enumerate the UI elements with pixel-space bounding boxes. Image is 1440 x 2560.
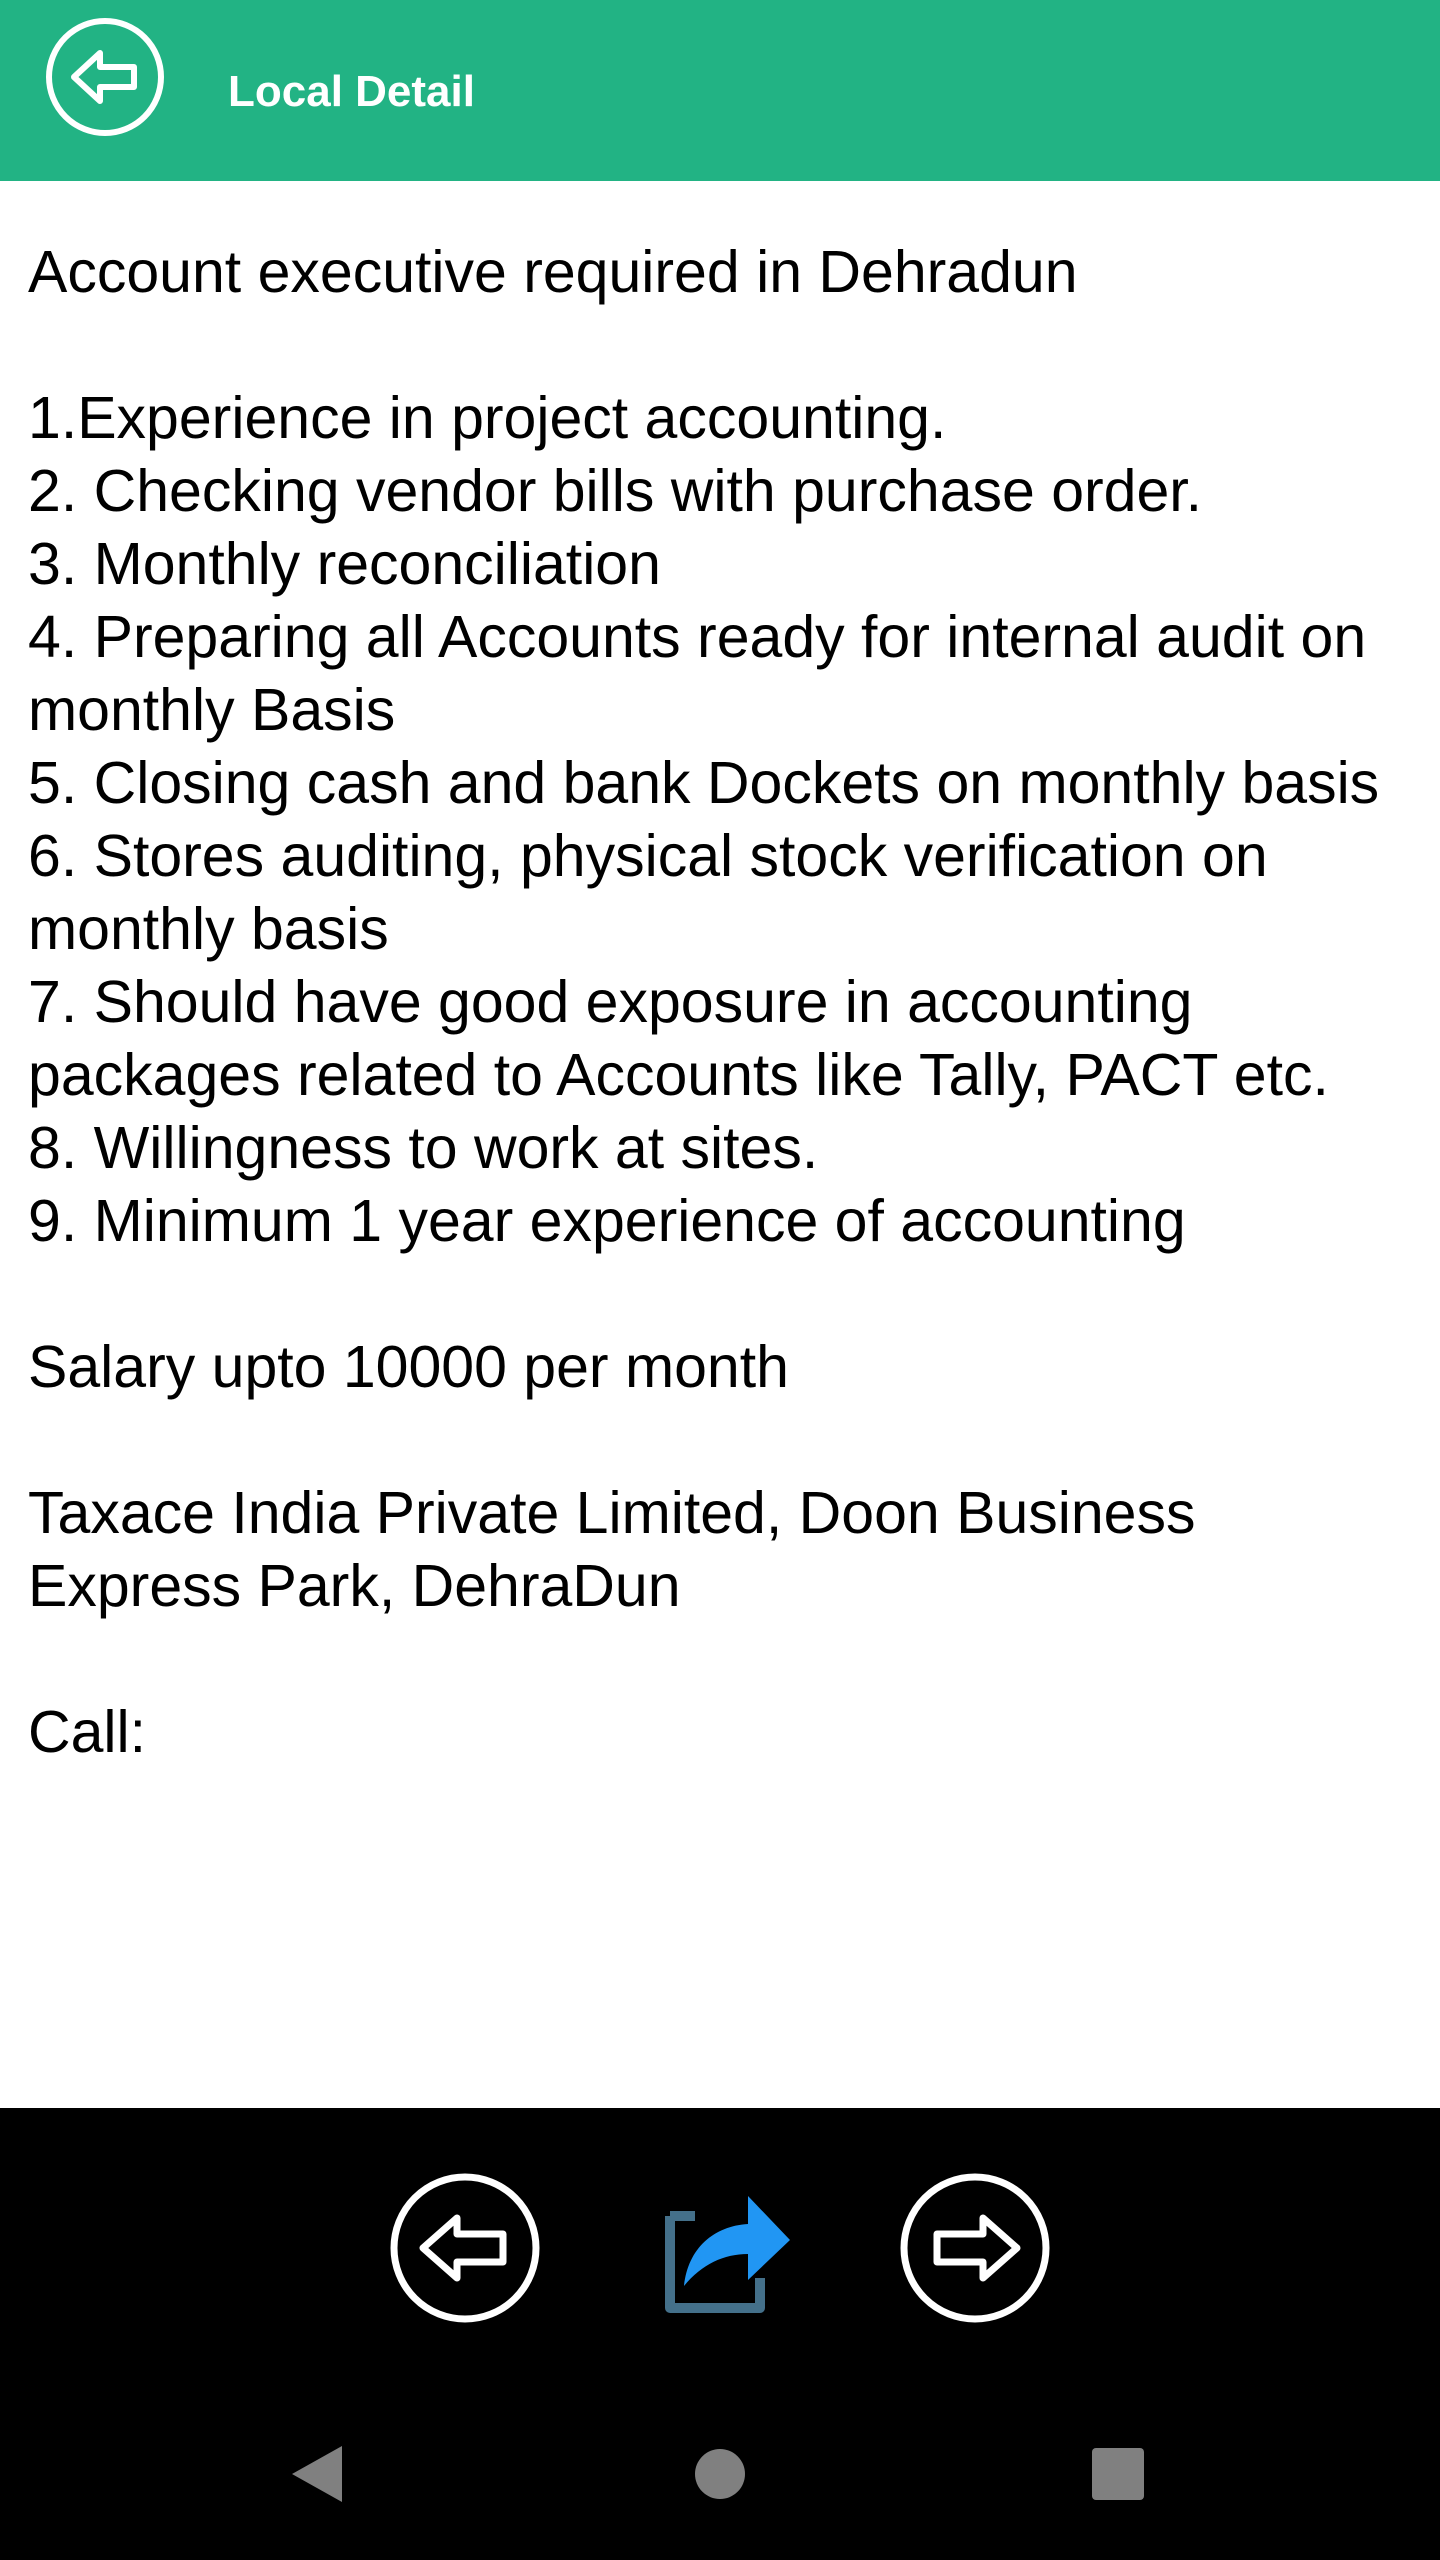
system-back-button[interactable]: [268, 2424, 368, 2524]
system-home-button[interactable]: [670, 2424, 770, 2524]
requirement-6: 6. Stores auditing, physical stock verification on monthly basis: [28, 823, 1268, 962]
circle-home-icon: [670, 2424, 770, 2524]
square-recents-icon: [1068, 2424, 1168, 2524]
job-heading: Account executive required in Dehradun: [28, 239, 1078, 305]
requirement-9: 9. Minimum 1 year experience of accounting: [28, 1188, 1186, 1254]
requirement-2: 2. Checking vendor bills with purchase order.: [28, 458, 1203, 524]
requirement-1: 1.Experience in project accounting.: [28, 385, 947, 451]
system-recents-button[interactable]: [1068, 2424, 1168, 2524]
app-bar: [0, 0, 1440, 181]
circle-arrow-left-icon: [44, 16, 166, 138]
action-bar: [0, 2108, 1440, 2388]
requirement-8: 8. Willingness to work at sites.: [28, 1115, 819, 1181]
requirement-7: 7. Should have good exposure in accounting packages related to Accounts like Tally, PACT etc.: [28, 969, 1329, 1108]
requirement-3: 3. Monthly reconciliation: [28, 531, 661, 597]
circle-arrow-right-icon: [895, 2168, 1055, 2328]
share-icon: [640, 2168, 800, 2328]
circle-arrow-left-icon: [385, 2168, 545, 2328]
requirement-4: 4. Preparing all Accounts ready for internal audit on monthly Basis: [28, 604, 1367, 743]
next-button[interactable]: [895, 2168, 1055, 2328]
salary-text: Salary upto 10000 per month: [28, 1334, 789, 1400]
call-label: Call:: [28, 1699, 147, 1765]
job-detail: [28, 236, 1408, 1769]
back-button[interactable]: [44, 16, 166, 138]
page-title: Local Detail: [228, 67, 475, 116]
system-nav-bar: [0, 2388, 1440, 2560]
requirement-5: 5. Closing cash and bank Dockets on monthly basis: [28, 750, 1380, 816]
previous-button[interactable]: [385, 2168, 545, 2328]
triangle-back-icon: [268, 2424, 368, 2524]
share-button[interactable]: [640, 2168, 800, 2328]
company-address: Taxace India Private Limited, Doon Business Express Park, DehraDun: [28, 1480, 1196, 1619]
